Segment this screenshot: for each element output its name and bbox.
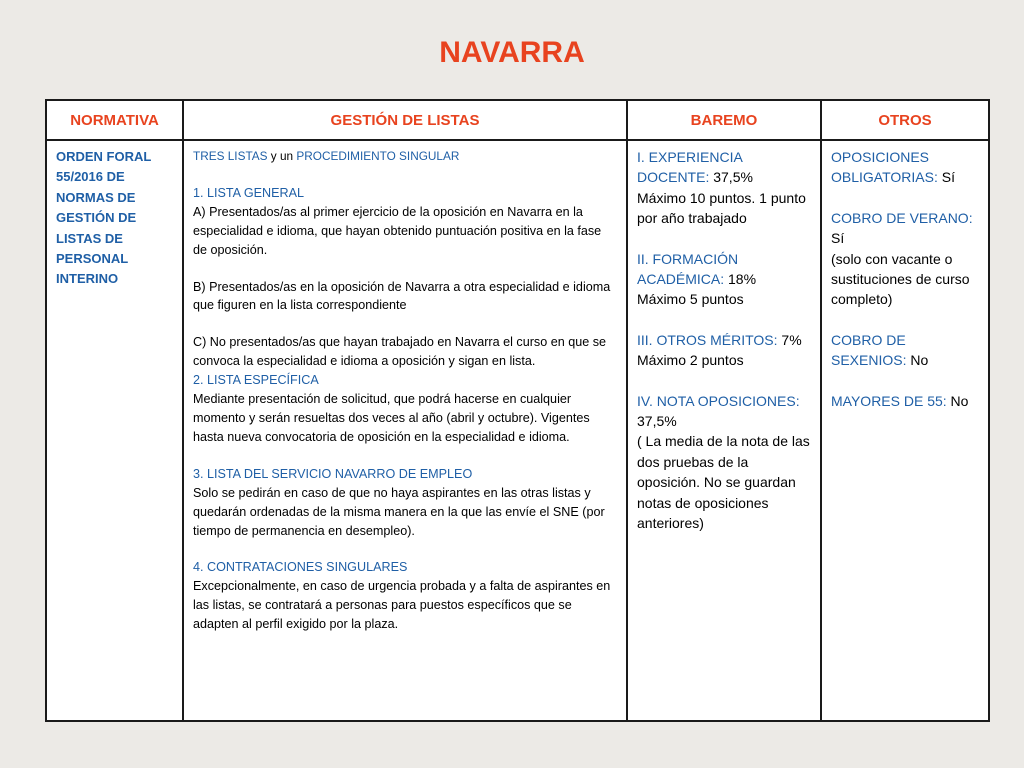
cobro-verano-label: COBRO DE VERANO:: [831, 209, 973, 226]
page-title: NAVARRA: [439, 36, 585, 69]
lista-general-a: A) Presentados/as al primer ejercicio de la oposición en Navarra en la especialidad e idioma, que hayan obtenido puntuación positiva en la fase de oposición.: [193, 204, 602, 257]
content-row: [46, 140, 989, 721]
oposiciones-value: Sí: [937, 169, 955, 186]
contrataciones-title: 4. CONTRATACIONES SINGULARES: [193, 560, 408, 575]
baremo-cell: [627, 140, 821, 721]
lista-sne-text: Solo se pedirán en caso de que no haya aspirantes en las otras listas y quedarán ordenadas de la misma manera en la que las envíe el SNE (por tiempo de permanencia en desempleo).: [193, 485, 605, 538]
otros-meritos-label: III. OTROS MÉRITOS: [637, 331, 774, 348]
otros-cell: [821, 140, 989, 721]
mayores-value: No: [946, 392, 969, 409]
lista-general-c: C) No presentados/as que hayan trabajado en Navarra el curso en que se convoca la especialidad e idioma a oposición y sigan en lista.: [193, 335, 607, 369]
lista-sne-title: 3. LISTA DEL SERVICIO NAVARRO DE EMPLEO: [193, 466, 473, 481]
mayores-label: MAYORES DE 55:: [831, 392, 947, 409]
baremo-experiencia: [637, 147, 811, 188]
sexenios-label: COBRO DE SEXENIOS:: [831, 331, 911, 369]
formacion-value: 18%: [724, 271, 757, 288]
formacion-text: Máximo 5 puntos: [637, 291, 744, 308]
lista-general-b: B) Presentados/as en la oposición de Navarra a otra especialidad e idioma que figuren en la lista correspondiente: [193, 279, 611, 313]
otros-meritos-text: Máximo 2 puntos: [637, 352, 744, 369]
lista-especifica-title: 2. LISTA ESPECÍFICA: [193, 373, 319, 388]
nota-oposiciones-label: IV. NOTA OPOSICIONES:: [637, 392, 800, 409]
intro-tres-listas: TRES LISTAS: [193, 149, 268, 163]
navarra-table: [45, 99, 990, 722]
baremo-otros-meritos: [637, 330, 811, 350]
gestion-intro: [193, 147, 617, 166]
lista-especifica-text: Mediante presentación de solicitud, que podrá hacerse en cualquier momento y serán resueltas dos veces al año (abril y octubre). Vigentes hasta nueva convocatoria de oposición en la especialidad e idioma.: [193, 392, 590, 444]
sexenios-value: No: [910, 352, 929, 369]
header-row: [46, 100, 989, 140]
mayores-55: [831, 391, 979, 411]
cobro-verano-value: Sí: [831, 230, 845, 247]
lista-general-title: 1. LISTA GENERAL: [193, 185, 305, 200]
nota-oposiciones-value: 37,5%: [637, 413, 677, 430]
otros-meritos-colon: :: [773, 331, 778, 348]
gestion-cell: [183, 140, 627, 721]
header-baremo: BAREMO: [627, 100, 821, 140]
experiencia-value: 37,5%: [709, 169, 753, 186]
experiencia-label: I. EXPERIENCIA DOCENTE:: [637, 149, 743, 186]
formacion-label: II. FORMACIÓN ACADÉMICA: [637, 250, 739, 288]
contrataciones-text: Excepcionalmente, en caso de urgencia probada y a falta de aspirantes en las listas, se contratará a personas para puestos específicos que se adapten al perfil exigido por la plaza.: [193, 579, 611, 632]
cobro-verano-text: (solo con vacante o sustituciones de curso completo): [831, 250, 970, 308]
header-otros: OTROS: [821, 100, 989, 140]
otros-meritos-value: 7%: [777, 331, 802, 348]
intro-connector: y un: [267, 149, 297, 163]
cobro-sexenios: [831, 330, 979, 371]
normativa-text: ORDEN FORAL 55/2016 DE NORMAS DE GESTIÓN DE LISTAS DE PERSONAL INTERINO: [56, 149, 152, 287]
oposiciones-obligatorias: [831, 147, 979, 188]
formacion-colon: :: [720, 271, 725, 288]
normativa-cell: [46, 140, 183, 721]
experiencia-text: Máximo 10 puntos. 1 punto por año trabajado: [637, 189, 806, 227]
oposiciones-label: OPOSICIONES OBLIGATORIAS:: [831, 149, 938, 186]
intro-procedimiento: PROCEDIMIENTO SINGULAR: [296, 149, 460, 163]
header-normativa: NORMATIVA: [46, 100, 183, 140]
baremo-formacion: [637, 249, 811, 290]
header-gestion-listas: GESTIÓN DE LISTAS: [183, 100, 627, 140]
nota-oposiciones-text: ( La media de la nota de las dos pruebas de la oposición. No se guardan notas de oposiciones anteriores): [637, 433, 810, 532]
